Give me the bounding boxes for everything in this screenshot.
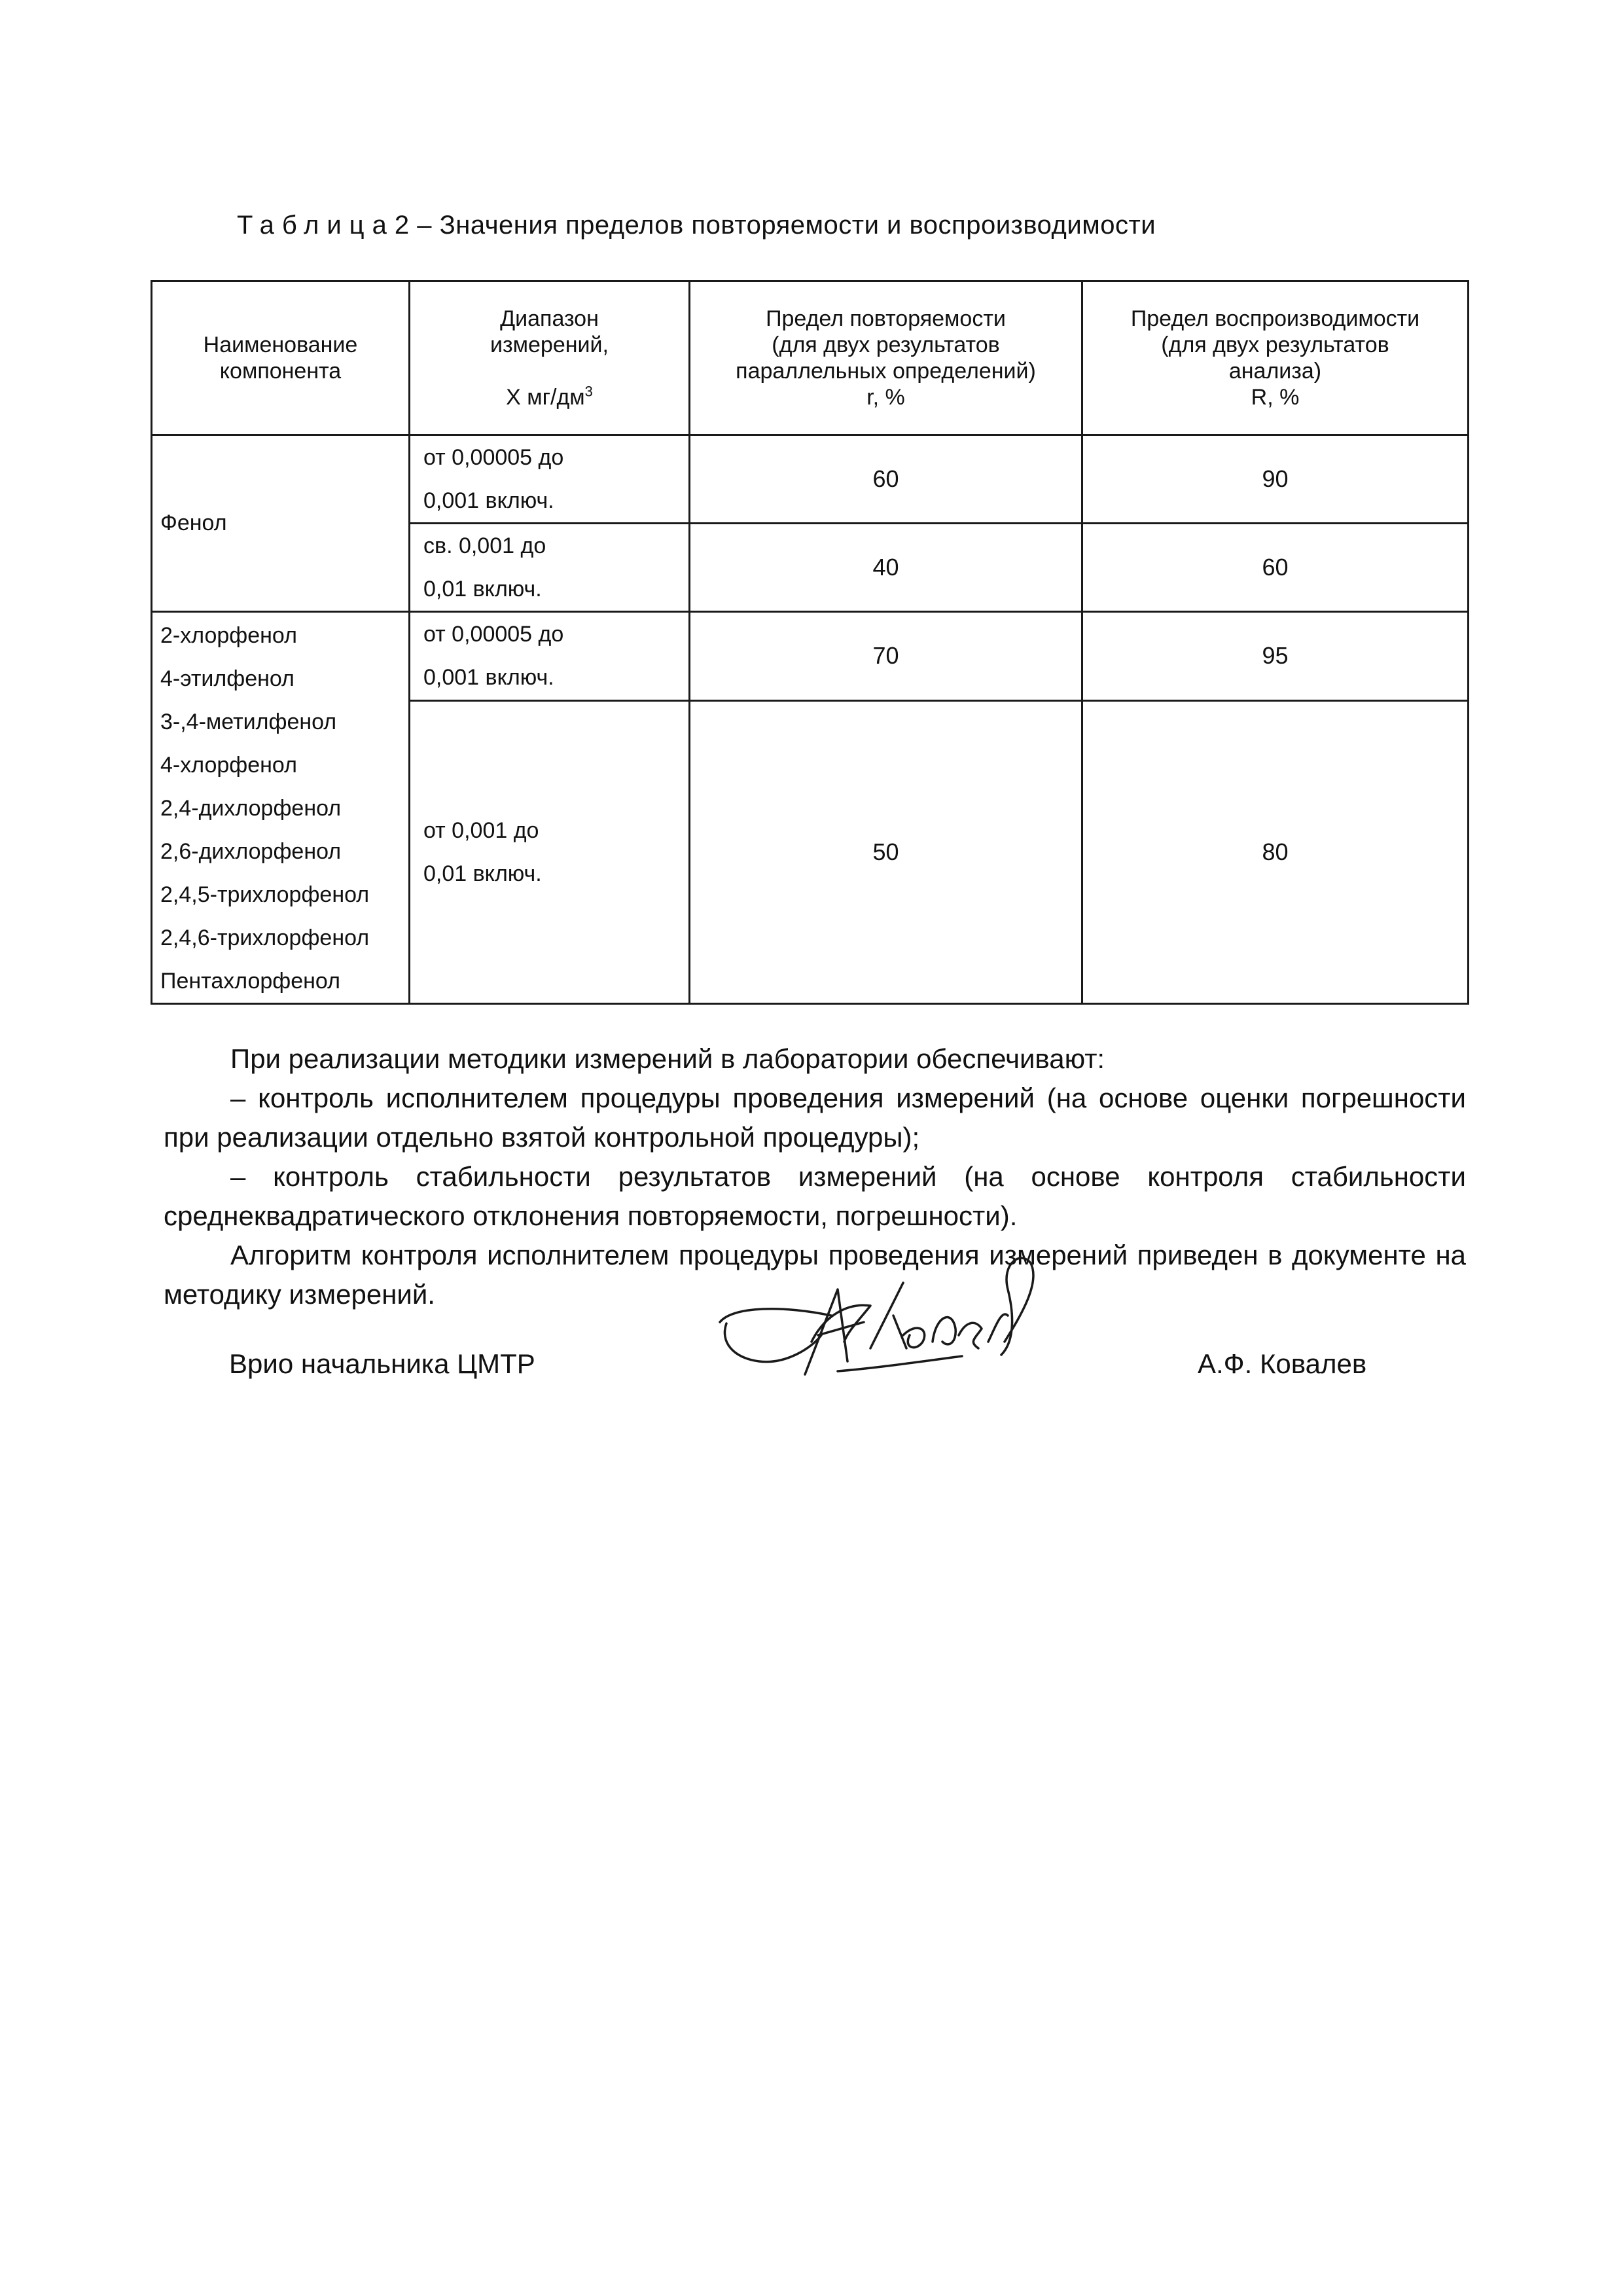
handwritten-signature bbox=[707, 1244, 1047, 1401]
range-cell bbox=[410, 524, 690, 612]
limits-table bbox=[151, 280, 1469, 1005]
component-name: 2,4,5-трихлорфенол bbox=[160, 882, 370, 907]
reproducibility-value: 90 bbox=[1082, 435, 1469, 524]
header-reproducibility-line-3: анализа) bbox=[1228, 359, 1322, 384]
reproducibility-value: 60 bbox=[1082, 524, 1469, 612]
component-name: 3-,4-метилфенол bbox=[160, 709, 337, 734]
range-line: 0,01 включ. bbox=[423, 577, 542, 601]
header-repeatability bbox=[690, 281, 1082, 435]
component-name: 4-хлорфенол bbox=[160, 753, 297, 778]
caption-number: 2 bbox=[394, 211, 410, 240]
table-caption bbox=[237, 211, 1156, 240]
component-name: 2,6-дихлорфенол bbox=[160, 839, 342, 864]
component-name: 2,4-дихлорфенол bbox=[160, 796, 342, 821]
table-header-row bbox=[152, 281, 1469, 435]
component-phenol: Фенол bbox=[152, 435, 410, 612]
component-name: Пентахлорфенол bbox=[160, 969, 340, 994]
header-repeatability-line-1: Предел повторяемости bbox=[766, 306, 1006, 331]
header-range-unit-exponent: 3 bbox=[584, 383, 593, 400]
repeatability-value: 50 bbox=[690, 700, 1082, 1003]
component-group bbox=[152, 612, 410, 1004]
repeatability-value: 70 bbox=[690, 612, 1082, 701]
header-reproducibility-line-1: Предел воспроизводимости bbox=[1130, 306, 1420, 331]
repeatability-value: 40 bbox=[690, 524, 1082, 612]
range-line: от 0,00005 до bbox=[423, 445, 564, 470]
component-name: 4-этилфенол bbox=[160, 666, 294, 691]
range-cell bbox=[410, 435, 690, 524]
header-reproducibility-line-4: R, % bbox=[1251, 385, 1300, 410]
paragraph-intro: При реализации методики измерений в лаборатории обеспечивают: bbox=[230, 1043, 1105, 1074]
header-range-unit-text: Х мг/дм bbox=[506, 385, 585, 410]
header-range-unit bbox=[422, 384, 677, 410]
header-reproducibility-line-2: (для двух результатов bbox=[1161, 332, 1389, 357]
header-repeatability-line-2: (для двух результатов bbox=[772, 332, 1000, 357]
range-line: св. 0,001 до bbox=[423, 533, 546, 558]
header-component-line-2: компонента bbox=[219, 359, 342, 384]
caption-prefix: Таблица bbox=[237, 211, 395, 240]
signer-position: Врио начальника ЦМТР bbox=[229, 1348, 535, 1379]
paragraph-control-stability: – контроль стабильности результатов измерений (на основе контроля стабильности среднеквадратического отклонения повторяемости, погрешности). bbox=[164, 1161, 1466, 1231]
table-row bbox=[152, 435, 1469, 524]
reproducibility-value: 95 bbox=[1082, 612, 1469, 701]
range-cell bbox=[410, 700, 690, 1003]
header-component-line-1: Наименование bbox=[203, 332, 358, 357]
component-name: 2,4,6-трихлорфенол bbox=[160, 925, 370, 950]
range-line: 0,001 включ. bbox=[423, 665, 554, 691]
range-cell bbox=[410, 612, 690, 701]
component-list bbox=[160, 613, 408, 1003]
paragraph-control-procedure: – контроль исполнителем процедуры проведения измерений (на основе оценки погрешности при реализации отдельно взятой контрольной процедуры); bbox=[164, 1083, 1466, 1153]
table-row bbox=[152, 612, 1469, 701]
header-range-line-2: измерений, bbox=[490, 332, 609, 357]
header-reproducibility bbox=[1082, 281, 1469, 435]
header-repeatability-line-3: параллельных определений) bbox=[736, 359, 1036, 384]
range-line: от 0,001 до bbox=[423, 817, 539, 843]
signer-name: А.Ф. Ковалев bbox=[1198, 1348, 1367, 1379]
range-line: от 0,00005 до bbox=[423, 622, 564, 647]
header-component bbox=[152, 281, 410, 435]
header-range bbox=[410, 281, 690, 435]
header-repeatability-line-4: r, % bbox=[866, 385, 905, 410]
header-range-line-1: Диапазон bbox=[500, 306, 599, 331]
repeatability-value: 60 bbox=[690, 435, 1082, 524]
paragraph-algorithm: Алгоритм контроля исполнителем процедуры проведения измерений приведен в документе на методику измерений. bbox=[164, 1240, 1466, 1310]
component-name: 2-хлорфенол bbox=[160, 623, 297, 648]
reproducibility-value: 80 bbox=[1082, 700, 1469, 1003]
signature-lettering: А.Ковалев bbox=[877, 1395, 880, 1396]
range-line: 0,001 включ. bbox=[423, 488, 554, 513]
range-line: 0,01 включ. bbox=[423, 861, 542, 886]
caption-title: – Значения пределов повторяемости и воспроизводимости bbox=[417, 211, 1156, 240]
